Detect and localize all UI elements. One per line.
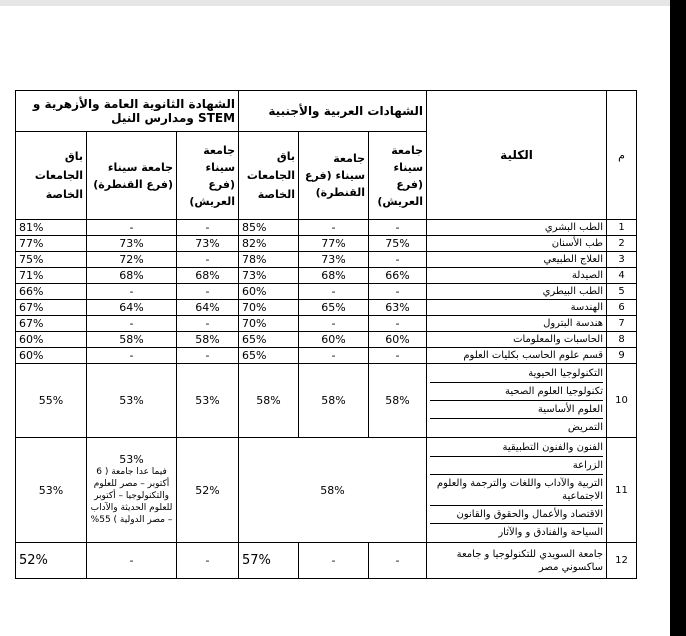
secondary-arish-value: - — [177, 316, 239, 332]
secondary-qantara-cell — [87, 438, 177, 543]
secondary-qantara-value: - — [87, 543, 177, 579]
header-secondary-private: باق الجامعات الخاصة — [16, 132, 87, 220]
table-row — [16, 543, 637, 579]
foreign-qantara-value: - — [299, 284, 369, 300]
secondary-arish-value: 52% — [177, 438, 239, 543]
secondary-arish-value: - — [177, 284, 239, 300]
secondary-private-value: 71% — [16, 268, 87, 284]
college-name: الهندسة — [427, 300, 607, 316]
foreign-qantara-value: 65% — [299, 300, 369, 316]
foreign-qantara-value: 77% — [299, 236, 369, 252]
secondary-arish-value: - — [177, 220, 239, 236]
row-number: 9 — [607, 348, 637, 364]
secondary-arish-value: 58% — [177, 332, 239, 348]
foreign-qantara-value: 60% — [299, 332, 369, 348]
table-row-group-10 — [16, 364, 637, 438]
foreign-arish-value: 75% — [369, 236, 427, 252]
foreign-arish-value: 58% — [369, 364, 427, 438]
secondary-private-value: 66% — [16, 284, 87, 300]
foreign-private-value: 70% — [239, 300, 299, 316]
row-number: 8 — [607, 332, 637, 348]
header-college: الكلية — [427, 91, 607, 220]
foreign-private-value: 60% — [239, 284, 299, 300]
row-number: 12 — [607, 543, 637, 579]
college-name: العلوم الأساسية — [430, 401, 603, 419]
college-name: طب الأسنان — [427, 236, 607, 252]
secondary-qantara-value: - — [87, 284, 177, 300]
top-bar — [0, 0, 670, 6]
college-group-list — [427, 364, 607, 438]
foreign-qantara-value: 58% — [299, 364, 369, 438]
college-name: هندسة البترول — [427, 316, 607, 332]
foreign-qantara-value: - — [299, 220, 369, 236]
college-name: التربية والآداب واللغات والترجمة والعلوم الاجتماعية — [430, 475, 603, 506]
row-number: 11 — [607, 438, 637, 543]
secondary-private-value: 75% — [16, 252, 87, 268]
table-row — [16, 268, 637, 284]
table-row — [16, 316, 637, 332]
foreign-arish-value: - — [369, 316, 427, 332]
secondary-qantara-value: 53% — [119, 453, 144, 466]
foreign-arish-value: - — [369, 220, 427, 236]
college-name: تكنولوجيا العلوم الصحية — [430, 383, 603, 401]
college-name: الطب البيطري — [427, 284, 607, 300]
foreign-private-value: 82% — [239, 236, 299, 252]
table-row — [16, 348, 637, 364]
foreign-arish-value: 66% — [369, 268, 427, 284]
secondary-private-value: 81% — [16, 220, 87, 236]
secondary-qantara-value: 64% — [87, 300, 177, 316]
college-name: التمريض — [567, 422, 604, 433]
header-group-foreign: الشهادات العربية والأجنبية — [239, 91, 427, 132]
row-number: 3 — [607, 252, 637, 268]
secondary-arish-value: 64% — [177, 300, 239, 316]
secondary-arish-value: 73% — [177, 236, 239, 252]
header-foreign-private: باق الجامعات الخاصة — [239, 132, 299, 220]
secondary-arish-value: 53% — [177, 364, 239, 438]
foreign-qantara-value: - — [299, 543, 369, 579]
college-name: الطب البشري — [427, 220, 607, 236]
college-name: السياحة والفنادق و والآثار — [498, 527, 604, 538]
secondary-private-value: 55% — [16, 364, 87, 438]
secondary-private-value: 67% — [16, 300, 87, 316]
foreign-private-value: 65% — [239, 332, 299, 348]
foreign-private-value: 57% — [239, 543, 299, 579]
college-name: جامعة السويدي للتكنولوجيا و جامعة ساكسوني مصر — [427, 543, 607, 579]
foreign-private-value: 85% — [239, 220, 299, 236]
college-name: الصيدلة — [427, 268, 607, 284]
header-foreign-arish: جامعة سيناء (فرع العريش) — [369, 132, 427, 220]
header-index: م — [607, 91, 637, 220]
foreign-private-value: 73% — [239, 268, 299, 284]
table-row — [16, 236, 637, 252]
table-row — [16, 284, 637, 300]
college-name: الاقتصاد والأعمال والحقوق والقانون — [430, 506, 603, 524]
foreign-arish-value: - — [369, 543, 427, 579]
foreign-private-value: 65% — [239, 348, 299, 364]
secondary-private-value: 52% — [16, 543, 87, 579]
admission-table — [15, 90, 637, 579]
secondary-qantara-value: 72% — [87, 252, 177, 268]
row-number: 7 — [607, 316, 637, 332]
row-number: 2 — [607, 236, 637, 252]
row-number: 1 — [607, 220, 637, 236]
foreign-arish-value: 63% — [369, 300, 427, 316]
secondary-arish-value: - — [177, 543, 239, 579]
header-group-secondary: الشهادة الثانوية العامة والأزهرية و STEM ومدارس النيل — [16, 91, 239, 132]
secondary-qantara-note: فيما عدا جامعة ( 6 أكتوبر – مصر للعلوم والتكنولوجيا – أكتوبر للعلوم الحديثة والآداب – مصر الدولية ) 55% — [90, 467, 173, 525]
secondary-qantara-value: 53% — [87, 364, 177, 438]
foreign-arish-value: - — [369, 252, 427, 268]
header-secondary-qantara: جامعة سيناء (فرع القنطرة) — [87, 132, 177, 220]
row-number: 10 — [607, 364, 637, 438]
secondary-qantara-value: 68% — [87, 268, 177, 284]
college-name: الزراعة — [430, 457, 603, 475]
secondary-private-value: 60% — [16, 332, 87, 348]
secondary-private-value: 77% — [16, 236, 87, 252]
foreign-arish-value: 60% — [369, 332, 427, 348]
college-name: العلاج الطبيعي — [427, 252, 607, 268]
secondary-qantara-value: - — [87, 348, 177, 364]
college-name: قسم علوم الحاسب بكليات العلوم — [427, 348, 607, 364]
secondary-arish-value: - — [177, 252, 239, 268]
table-row-group-11 — [16, 438, 637, 543]
table-row — [16, 332, 637, 348]
college-group-list — [427, 438, 607, 543]
foreign-private-value: 58% — [239, 364, 299, 438]
secondary-private-value: 67% — [16, 316, 87, 332]
header-foreign-qantara: جامعة سيناء (فرع القنطرة) — [299, 132, 369, 220]
secondary-private-value: 53% — [16, 438, 87, 543]
right-edge-bar — [670, 0, 686, 636]
row-number: 4 — [607, 268, 637, 284]
secondary-qantara-value: 58% — [87, 332, 177, 348]
secondary-qantara-value: - — [87, 220, 177, 236]
foreign-arish-value: - — [369, 284, 427, 300]
foreign-qantara-value: 73% — [299, 252, 369, 268]
foreign-qantara-value: - — [299, 348, 369, 364]
foreign-merged-value: 58% — [239, 438, 427, 543]
table-row — [16, 220, 637, 236]
row-number: 6 — [607, 300, 637, 316]
college-name: الحاسبات والمعلومات — [427, 332, 607, 348]
foreign-private-value: 78% — [239, 252, 299, 268]
foreign-qantara-value: 68% — [299, 268, 369, 284]
table-row — [16, 252, 637, 268]
table-row — [16, 300, 637, 316]
college-name: الفنون والفنون التطبيقية — [430, 439, 603, 457]
foreign-qantara-value: - — [299, 316, 369, 332]
secondary-private-value: 60% — [16, 348, 87, 364]
college-name: التكنولوجيا الحيوية — [430, 365, 603, 383]
foreign-private-value: 70% — [239, 316, 299, 332]
secondary-arish-value: 68% — [177, 268, 239, 284]
secondary-arish-value: - — [177, 348, 239, 364]
secondary-qantara-value: 73% — [87, 236, 177, 252]
foreign-arish-value: - — [369, 348, 427, 364]
header-secondary-arish: جامعة سيناء (فرع العريش) — [177, 132, 239, 220]
row-number: 5 — [607, 284, 637, 300]
secondary-qantara-value: - — [87, 316, 177, 332]
